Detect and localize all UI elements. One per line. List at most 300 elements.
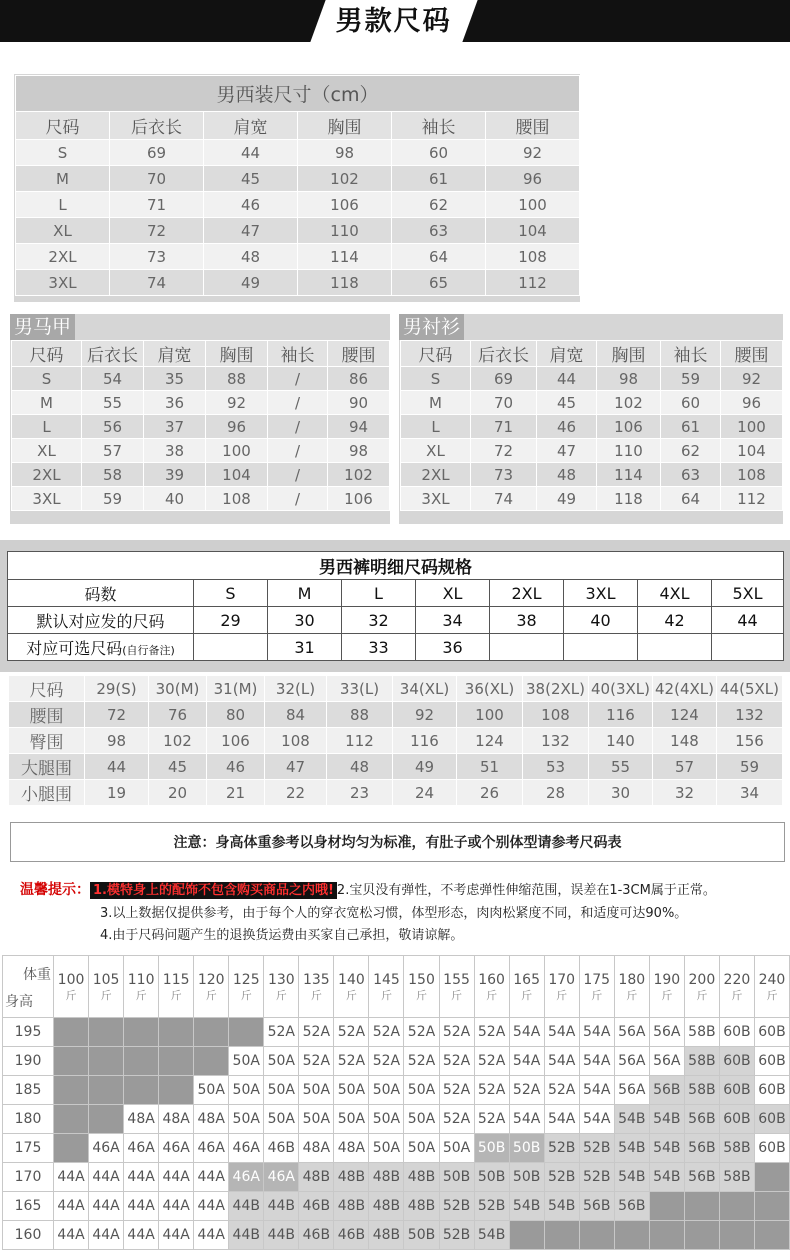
grid-weight-header — [544, 956, 579, 1018]
grid-size-cell: 52A — [439, 1047, 474, 1076]
grid-weight-header — [754, 956, 789, 1018]
grid-size-cell: 46A — [264, 1163, 299, 1192]
grid-size-cell — [54, 1047, 89, 1076]
tips-line-4: 4.由于尺码问题产生的退换货运费由买家自己承担，敬请谅解。 — [100, 928, 464, 943]
grid-size-cell: 58B — [684, 1076, 719, 1105]
grid-size-cell — [509, 1221, 544, 1250]
grid-size-cell: 50B — [509, 1134, 544, 1163]
grid-size-cell: 52A — [299, 1018, 334, 1047]
shirt-table-row — [401, 367, 783, 391]
pants-alt-cell: 33 — [342, 634, 416, 661]
grid-size-cell — [124, 1018, 159, 1047]
grid-size-cell: 58B — [684, 1018, 719, 1047]
pants-detail-cell: 88 — [327, 702, 393, 728]
grid-size-cell: 54A — [509, 1047, 544, 1076]
vest-table-row — [12, 463, 390, 487]
grid-size-cell: 46A — [229, 1163, 264, 1192]
grid-weight-unit: 斤 — [626, 988, 638, 1002]
shirt-cell: 73 — [471, 463, 537, 487]
pants-detail-cell: 33(L) — [327, 676, 393, 702]
header-bar-right — [450, 0, 790, 42]
shirt-cell: 44 — [537, 367, 597, 391]
pants-alt-row — [8, 634, 784, 661]
vest-header-cell: 后衣长 — [82, 341, 144, 367]
shirt-table-row — [401, 415, 783, 439]
grid-size-cell: 52B — [579, 1163, 614, 1192]
pants-detail-cell: 112 — [327, 728, 393, 754]
grid-weight-header — [614, 956, 649, 1018]
grid-row — [3, 1134, 790, 1163]
suit-cell: 108 — [486, 244, 580, 270]
grid-size-cell: 44A — [194, 1163, 229, 1192]
pants-detail-cell: 20 — [149, 780, 207, 806]
grid-size-cell: 52A — [264, 1018, 299, 1047]
pants-spec-cell: 2XL — [490, 580, 564, 607]
grid-size-cell: 44A — [89, 1163, 124, 1192]
shirt-header-cell: 袖长 — [661, 341, 721, 367]
grid-size-cell — [614, 1221, 649, 1250]
grid-weight-unit: 斤 — [415, 988, 427, 1002]
vest-cell: L — [12, 415, 82, 439]
suit-cell: M — [16, 166, 110, 192]
vest-cell: 102 — [328, 463, 390, 487]
grid-size-cell: 52B — [544, 1163, 579, 1192]
pants-detail-cell: 51 — [457, 754, 523, 780]
vest-table-row — [12, 367, 390, 391]
grid-size-cell — [54, 1018, 89, 1047]
shirt-cell: 3XL — [401, 487, 471, 511]
pants-spec-cell: 44 — [712, 607, 784, 634]
grid-size-cell: 46A — [194, 1134, 229, 1163]
vest-cell: 100 — [206, 439, 268, 463]
grid-size-cell: 54A — [544, 1018, 579, 1047]
shirt-cell: 104 — [721, 439, 783, 463]
shirt-cell: 114 — [597, 463, 661, 487]
grid-size-cell: 52B — [474, 1192, 509, 1221]
pants-detail-cell: 106 — [207, 728, 265, 754]
shirt-cell: 106 — [597, 415, 661, 439]
suit-cell: 74 — [110, 270, 204, 296]
shirt-tag: 男衬衫 — [399, 314, 464, 340]
pants-detail-cell: 108 — [523, 702, 589, 728]
vest-size-table — [11, 340, 390, 511]
grid-weight-value: 105 — [92, 971, 120, 988]
tips-line-3: 3.以上数据仅提供参考，由于每个人的穿衣宽松习惯，体型形态，肉肉松紧度不同，和适度可达90%。 — [100, 906, 688, 921]
suit-size-table — [15, 75, 580, 296]
grid-size-cell: 52A — [404, 1018, 439, 1047]
grid-size-cell: 58B — [719, 1134, 754, 1163]
grid-size-cell: 46B — [334, 1221, 369, 1250]
pants-detail-cell: 腰围 — [9, 702, 85, 728]
shirt-cell: 48 — [537, 463, 597, 487]
pants-detail-cell: 55 — [589, 754, 653, 780]
grid-size-cell — [754, 1192, 789, 1221]
grid-header-row — [3, 956, 790, 1018]
shirt-cell: S — [401, 367, 471, 391]
pants-detail-cell: 46 — [207, 754, 265, 780]
grid-weight-header — [719, 956, 754, 1018]
grid-weight-value: 160 — [478, 971, 505, 988]
pants-detail-cell: 34 — [717, 780, 783, 806]
grid-size-cell: 52A — [334, 1018, 369, 1047]
grid-size-cell: 52B — [439, 1221, 474, 1250]
suit-cell: 106 — [298, 192, 392, 218]
vest-table-row — [12, 415, 390, 439]
grid-size-cell: 52A — [474, 1047, 509, 1076]
shirt-cell: 102 — [597, 391, 661, 415]
grid-weight-header — [264, 956, 299, 1018]
grid-row — [3, 1105, 790, 1134]
grid-size-cell: 54B — [649, 1105, 684, 1134]
grid-size-cell: 60B — [754, 1076, 789, 1105]
vest-cell: / — [268, 367, 328, 391]
grid-size-cell: 50A — [369, 1105, 404, 1134]
grid-size-cell: 48B — [369, 1192, 404, 1221]
grid-weight-value: 240 — [758, 971, 786, 988]
grid-size-cell: 54B — [614, 1134, 649, 1163]
grid-size-cell: 46A — [229, 1134, 264, 1163]
pants-table-title: 男西裤明细尺码规格 — [8, 552, 784, 580]
pants-detail-cell: 23 — [327, 780, 393, 806]
pants-spec-cell: 4XL — [638, 580, 712, 607]
suit-cell: 64 — [392, 244, 486, 270]
shirt-cell: 71 — [471, 415, 537, 439]
grid-size-cell: 48A — [334, 1134, 369, 1163]
grid-size-cell — [579, 1221, 614, 1250]
shirt-cell: 69 — [471, 367, 537, 391]
grid-row — [3, 1018, 790, 1047]
suit-cell: 112 — [486, 270, 580, 296]
vest-cell: 56 — [82, 415, 144, 439]
grid-size-cell: 46A — [124, 1134, 159, 1163]
vest-cell: 98 — [328, 439, 390, 463]
grid-size-cell — [194, 1047, 229, 1076]
pants-detail-cell: 42(4XL) — [653, 676, 717, 702]
grid-weight-unit: 斤 — [65, 988, 77, 1002]
grid-size-cell: 50B — [474, 1134, 509, 1163]
grid-weight-value: 120 — [197, 971, 225, 988]
grid-weight-header — [89, 956, 124, 1018]
grid-height-cell: 190 — [3, 1047, 54, 1076]
shirt-cell: 64 — [661, 487, 721, 511]
grid-size-cell: 54A — [579, 1018, 614, 1047]
vest-cell: / — [268, 391, 328, 415]
grid-weight-header — [369, 956, 404, 1018]
shirt-cell: 46 — [537, 415, 597, 439]
grid-size-cell: 52A — [474, 1018, 509, 1047]
shirt-cell: 70 — [471, 391, 537, 415]
pants-detail-cell: 108 — [265, 728, 327, 754]
shirt-cell: 74 — [471, 487, 537, 511]
pants-spec-cell: 3XL — [564, 580, 638, 607]
grid-weight-value: 165 — [513, 971, 540, 988]
pants-detail-row — [9, 676, 783, 702]
suit-cell: 69 — [110, 140, 204, 166]
pants-detail-cell: 36(XL) — [457, 676, 523, 702]
grid-size-cell: 54A — [509, 1105, 544, 1134]
shirt-header-cell: 胸围 — [597, 341, 661, 367]
grid-weight-unit: 斤 — [310, 988, 322, 1002]
vest-cell: 88 — [206, 367, 268, 391]
grid-size-cell: 54A — [544, 1105, 579, 1134]
grid-weight-header — [684, 956, 719, 1018]
pants-alt-cell — [638, 634, 712, 661]
pants-spec-cell: 30 — [268, 607, 342, 634]
grid-size-cell — [159, 1047, 194, 1076]
grid-weight-unit: 斤 — [521, 988, 533, 1002]
pants-spec-cell: S — [194, 580, 268, 607]
pants-detail-cell: 45 — [149, 754, 207, 780]
grid-size-cell: 52A — [439, 1018, 474, 1047]
vest-cell: 104 — [206, 463, 268, 487]
grid-size-cell: 48A — [194, 1105, 229, 1134]
vest-cell: 90 — [328, 391, 390, 415]
pants-detail-cell: 57 — [653, 754, 717, 780]
pants-detail-cell: 29(S) — [85, 676, 149, 702]
grid-size-cell — [229, 1018, 264, 1047]
fit-note: 注意：身高体重参考以身材均匀为标准，有肚子或个别体型请参考尺码表 — [10, 822, 785, 862]
shirt-cell: M — [401, 391, 471, 415]
grid-size-cell: 56B — [684, 1134, 719, 1163]
grid-size-cell: 56B — [684, 1105, 719, 1134]
pants-alt-note: (自行备注) — [122, 643, 175, 657]
grid-weight-value: 125 — [232, 971, 260, 988]
grid-size-cell: 44A — [54, 1221, 89, 1250]
grid-size-cell: 52B — [439, 1192, 474, 1221]
grid-size-cell: 46B — [299, 1192, 334, 1221]
grid-size-cell: 48A — [159, 1105, 194, 1134]
vest-cell: S — [12, 367, 82, 391]
grid-size-cell: 60B — [754, 1134, 789, 1163]
pants-detail-cell: 大腿围 — [9, 754, 85, 780]
grid-weight-header — [299, 956, 334, 1018]
grid-size-cell: 56A — [649, 1047, 684, 1076]
grid-size-cell: 56A — [614, 1018, 649, 1047]
vest-header-cell: 尺码 — [12, 341, 82, 367]
grid-size-cell: 46A — [159, 1134, 194, 1163]
shirt-cell: 92 — [721, 367, 783, 391]
pants-detail-cell: 116 — [589, 702, 653, 728]
grid-size-cell — [684, 1192, 719, 1221]
vest-header-cell: 腰围 — [328, 341, 390, 367]
grid-row — [3, 1163, 790, 1192]
pants-detail-cell: 19 — [85, 780, 149, 806]
pants-detail-cell: 47 — [265, 754, 327, 780]
grid-size-cell — [54, 1134, 89, 1163]
suit-cell: 44 — [204, 140, 298, 166]
grid-size-cell: 52B — [544, 1134, 579, 1163]
shirt-cell: 62 — [661, 439, 721, 463]
pants-detail-table — [8, 675, 783, 806]
grid-size-cell: 60B — [754, 1047, 789, 1076]
grid-size-cell: 50B — [509, 1163, 544, 1192]
grid-weight-unit: 斤 — [205, 988, 217, 1002]
grid-row — [3, 1192, 790, 1221]
grid-size-cell: 48B — [369, 1221, 404, 1250]
grid-size-cell: 52A — [369, 1018, 404, 1047]
pants-detail-row — [9, 702, 783, 728]
grid-size-cell: 50A — [299, 1076, 334, 1105]
page-title: 男款尺码 — [335, 6, 452, 37]
grid-weight-header — [509, 956, 544, 1018]
pants-detail-cell: 21 — [207, 780, 265, 806]
suit-header-cell: 腰围 — [486, 112, 580, 140]
grid-size-cell: 54A — [579, 1047, 614, 1076]
pants-detail-cell: 尺码 — [9, 676, 85, 702]
grid-size-cell — [124, 1047, 159, 1076]
shirt-cell: 96 — [721, 391, 783, 415]
grid-weight-header — [649, 956, 684, 1018]
shirt-cell: 100 — [721, 415, 783, 439]
shirt-header-cell: 后衣长 — [471, 341, 537, 367]
grid-weight-header — [194, 956, 229, 1018]
suit-cell: 73 — [110, 244, 204, 270]
suit-table-row — [16, 140, 580, 166]
grid-size-cell: 54B — [649, 1134, 684, 1163]
grid-size-cell: 46A — [89, 1134, 124, 1163]
grid-weight-header — [474, 956, 509, 1018]
grid-size-cell: 56B — [614, 1192, 649, 1221]
grid-height-cell: 175 — [3, 1134, 54, 1163]
grid-size-cell: 48A — [124, 1105, 159, 1134]
header-bar-left — [0, 0, 338, 42]
vest-cell: 40 — [144, 487, 206, 511]
suit-table-row — [16, 270, 580, 296]
pants-detail-cell: 116 — [393, 728, 457, 754]
shirt-cell: 60 — [661, 391, 721, 415]
grid-weight-value: 175 — [583, 971, 611, 988]
grid-size-cell — [684, 1221, 719, 1250]
vest-cell: 2XL — [12, 463, 82, 487]
grid-weight-unit: 斤 — [275, 988, 287, 1002]
pants-detail-cell: 140 — [589, 728, 653, 754]
grid-weight-value: 115 — [162, 971, 190, 988]
grid-size-cell: 54B — [474, 1221, 509, 1250]
grid-size-cell: 46B — [264, 1134, 299, 1163]
grid-weight-value: 180 — [618, 971, 646, 988]
grid-size-cell — [89, 1018, 124, 1047]
suit-cell: 60 — [392, 140, 486, 166]
header-title-box — [310, 0, 477, 42]
suit-cell: 49 — [204, 270, 298, 296]
shirt-cell: 47 — [537, 439, 597, 463]
vest-header-cell: 肩宽 — [144, 341, 206, 367]
grid-size-cell: 58B — [684, 1047, 719, 1076]
grid-size-cell: 46B — [299, 1221, 334, 1250]
pants-detail-cell: 92 — [393, 702, 457, 728]
grid-size-cell: 52B — [579, 1134, 614, 1163]
grid-weight-unit: 斤 — [591, 988, 603, 1002]
shirt-header-cell: 尺码 — [401, 341, 471, 367]
pants-detail-cell: 32 — [653, 780, 717, 806]
suit-cell: 48 — [204, 244, 298, 270]
grid-size-cell: 52A — [369, 1047, 404, 1076]
grid-size-cell — [54, 1105, 89, 1134]
vest-tag: 男马甲 — [10, 314, 75, 340]
shirt-cell: 110 — [597, 439, 661, 463]
grid-size-cell: 58B — [719, 1163, 754, 1192]
vest-cell: 86 — [328, 367, 390, 391]
grid-size-cell: 44B — [229, 1221, 264, 1250]
suit-cell: 100 — [486, 192, 580, 218]
grid-size-cell: 60B — [719, 1076, 754, 1105]
grid-size-cell: 50B — [439, 1163, 474, 1192]
vest-cell: 39 — [144, 463, 206, 487]
shirt-header-cell: 肩宽 — [537, 341, 597, 367]
vest-cell: 55 — [82, 391, 144, 415]
pants-spec-row — [8, 580, 784, 607]
grid-weight-unit: 斤 — [661, 988, 673, 1002]
pants-detail-cell: 59 — [717, 754, 783, 780]
pants-detail-cell: 49 — [393, 754, 457, 780]
grid-weight-value: 155 — [443, 971, 470, 988]
grid-weight-header — [159, 956, 194, 1018]
grid-size-cell: 56B — [649, 1076, 684, 1105]
pants-detail-cell: 24 — [393, 780, 457, 806]
grid-row — [3, 1047, 790, 1076]
grid-size-cell — [89, 1105, 124, 1134]
suit-table-row — [16, 244, 580, 270]
grid-height-cell: 165 — [3, 1192, 54, 1221]
vest-table-row — [12, 391, 390, 415]
grid-size-cell — [754, 1221, 789, 1250]
grid-size-cell: 50A — [229, 1105, 264, 1134]
pants-detail-cell: 32(L) — [265, 676, 327, 702]
shirt-cell: 98 — [597, 367, 661, 391]
shirt-table-row — [401, 487, 783, 511]
vest-cell: 94 — [328, 415, 390, 439]
suit-header-cell: 尺码 — [16, 112, 110, 140]
grid-size-cell: 54A — [579, 1076, 614, 1105]
shirt-cell: XL — [401, 439, 471, 463]
pants-detail-cell: 臀围 — [9, 728, 85, 754]
pants-detail-row — [9, 728, 783, 754]
grid-size-cell: 48A — [299, 1134, 334, 1163]
grid-size-cell: 48B — [404, 1163, 439, 1192]
suit-cell: 47 — [204, 218, 298, 244]
shirt-cell: 72 — [471, 439, 537, 463]
vest-cell: / — [268, 439, 328, 463]
suit-header-cell: 后衣长 — [110, 112, 204, 140]
pants-detail-cell: 156 — [717, 728, 783, 754]
grid-size-cell — [54, 1076, 89, 1105]
grid-size-cell: 54A — [509, 1018, 544, 1047]
grid-weight-header — [439, 956, 474, 1018]
vest-cell: M — [12, 391, 82, 415]
shirt-cell: 112 — [721, 487, 783, 511]
pants-spec-cell: XL — [416, 580, 490, 607]
grid-weight-unit: 斤 — [170, 988, 182, 1002]
vest-cell: 59 — [82, 487, 144, 511]
pants-alt-cell — [194, 634, 268, 661]
grid-size-cell — [754, 1163, 789, 1192]
suit-header-cell: 胸围 — [298, 112, 392, 140]
grid-size-cell: 44A — [124, 1221, 159, 1250]
grid-size-cell: 44A — [54, 1163, 89, 1192]
tips-label: 温馨提示： — [20, 882, 90, 898]
shirt-table-row — [401, 439, 783, 463]
vest-cell: 38 — [144, 439, 206, 463]
grid-weight-value: 140 — [338, 971, 365, 988]
pants-detail-cell: 28 — [523, 780, 589, 806]
pants-alt-label: 对应可选尺码 — [26, 638, 123, 658]
grid-size-cell — [719, 1221, 754, 1250]
grid-size-cell: 48B — [299, 1163, 334, 1192]
suit-cell: 118 — [298, 270, 392, 296]
grid-size-cell: 50A — [404, 1076, 439, 1105]
grid-size-cell: 44A — [89, 1221, 124, 1250]
vest-cell: / — [268, 415, 328, 439]
